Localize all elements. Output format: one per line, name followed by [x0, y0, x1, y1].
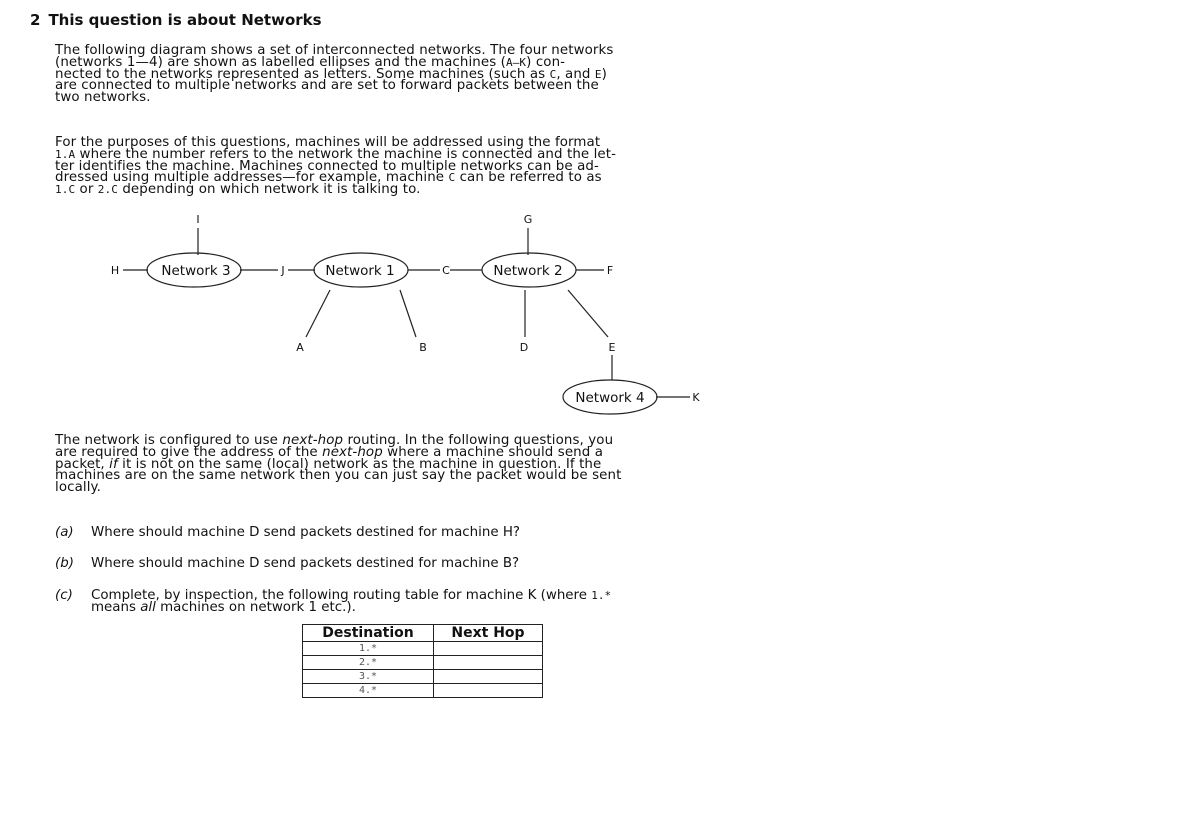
text-line: machines are on the same network then you can just say the packet would be sent — [55, 468, 622, 484]
link-net1-b — [400, 290, 416, 337]
text-line: locally. — [55, 480, 101, 496]
next-hop-cell[interactable] — [434, 684, 543, 698]
next-hop-cell[interactable] — [434, 656, 543, 670]
text-line: two networks. — [55, 90, 151, 106]
machine-j-label: J — [281, 264, 285, 277]
destination-cell: 3.* — [303, 670, 434, 684]
destination-cell: 1.* — [303, 642, 434, 656]
part-c-text: Complete, by inspection, the following routing table for machine K (where — [91, 588, 592, 603]
text-line: ter identifies the machine. Machines connected to multiple networks can be ad- — [55, 158, 599, 174]
question-part-c: (c) Complete, by inspection, the following routing table for machine K (where 1.* means all machines on network 1 etc.). — [55, 588, 612, 615]
text-line: 1.C or 2.C depending on which network it is talking to. — [55, 182, 421, 198]
text-line: For the purposes of this questions, machines will be addressed using the format — [55, 135, 601, 150]
destination-cell: 4.* — [303, 684, 434, 698]
text-line: The network is configured to use next-hop routing. In the following questions, you — [55, 433, 614, 448]
question-part-b — [55, 558, 519, 570]
part-a-label: (a) — [55, 525, 74, 540]
machine-f-label: F — [606, 264, 614, 277]
machine-a-label: A — [296, 341, 304, 354]
machine-b-label: B — [419, 341, 427, 354]
part-a-text: Where should machine D send packets destined for machine H? — [91, 525, 520, 540]
table-row — [303, 656, 543, 670]
routing-table — [302, 624, 543, 698]
table-row — [303, 642, 543, 656]
network-1-label: Network 1 — [325, 263, 395, 279]
machine-c-label: C — [442, 264, 450, 277]
network-4-label: Network 4 — [575, 390, 645, 406]
part-c-label: (c) — [55, 588, 73, 603]
destination-header: Destination — [303, 625, 434, 642]
link-net1-a — [306, 290, 330, 337]
text-line: nected to the networks represented as letters. Some machines (such as C, and E) — [55, 66, 607, 82]
next-hop-header: Next Hop — [434, 625, 543, 642]
text-line: The following diagram shows a set of interconnected networks. The four networks — [55, 43, 614, 58]
link-net2-e — [568, 290, 608, 337]
next-hop-cell[interactable] — [434, 670, 543, 684]
text-line: (networks 1—4) are shown as labelled ellipses and the machines (A—K) con- — [55, 54, 566, 70]
text-line: dressed using multiple addresses—for example, machine C can be referred to as — [55, 170, 602, 186]
part-b-label: (b) — [55, 556, 74, 571]
text-line: are required to give the address of the next-hop where a machine should send a — [55, 444, 604, 460]
next-hop-cell[interactable] — [434, 642, 543, 656]
routing-table-header — [303, 625, 543, 642]
network-2-label: Network 2 — [493, 263, 563, 279]
machine-i-label: I — [196, 213, 200, 226]
machine-g-label: G — [523, 213, 533, 226]
question-part-a — [55, 527, 520, 539]
destination-cell: 2.* — [303, 656, 434, 670]
text-line: are connected to multiple networks and are set to forward packets between the — [55, 78, 599, 94]
question-title: This question is about Networks — [48, 11, 322, 29]
network-3-label: Network 3 — [161, 263, 231, 279]
machine-k-label: K — [692, 391, 700, 404]
machine-e-label: E — [608, 341, 616, 354]
table-row — [303, 670, 543, 684]
text-line: 1.A where the number refers to the network the machine is connected and the let- — [55, 146, 617, 162]
table-row — [303, 684, 543, 698]
text-line: packet, if it is not on the same (local) network as the machine in question. If the — [55, 456, 602, 472]
part-b-text: Where should machine D send packets destined for machine B? — [91, 556, 520, 571]
question-number: 2 — [30, 11, 41, 29]
machine-d-label: D — [519, 341, 529, 354]
machine-h-label: H — [110, 264, 120, 277]
routing-paragraph — [55, 435, 755, 494]
